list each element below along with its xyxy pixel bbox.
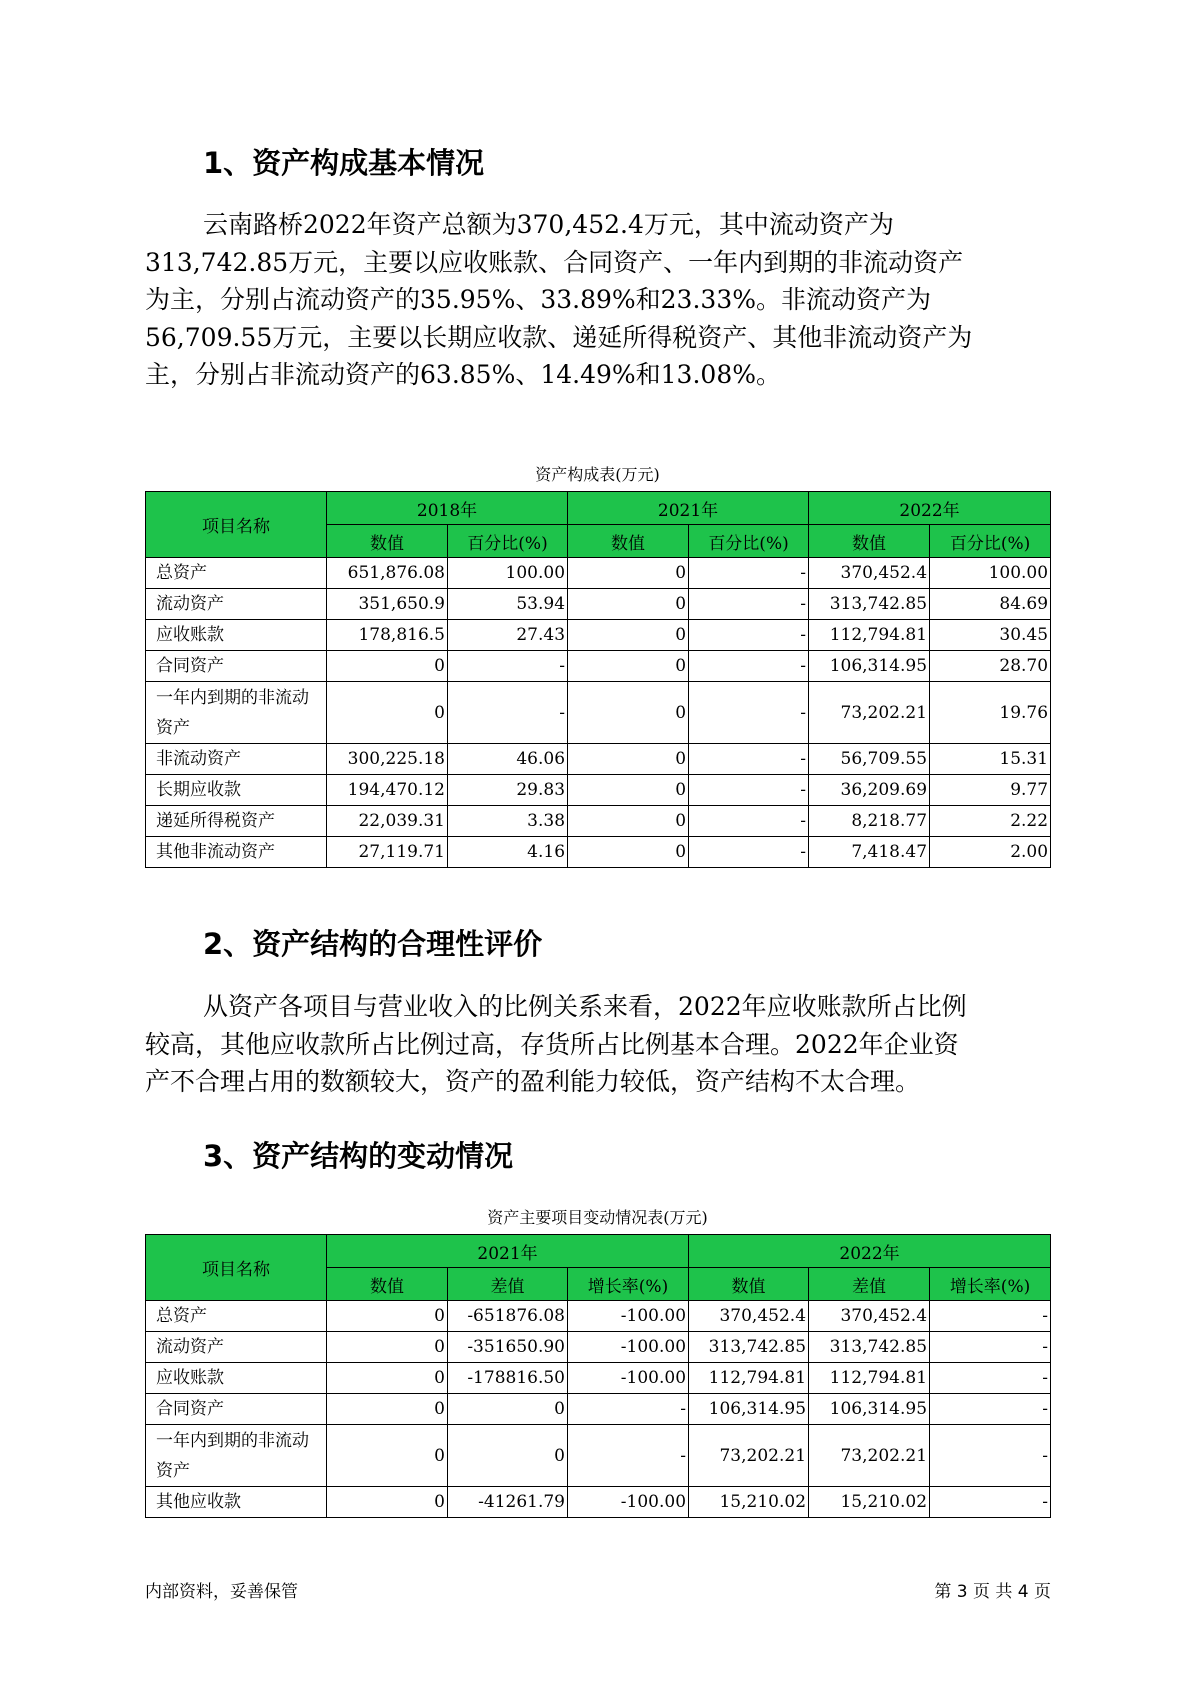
table-row (146, 651, 1051, 682)
table-cell: 112,794.81 (809, 620, 930, 651)
table-cell: 53.94 (448, 589, 568, 620)
table-cell: 19.76 (930, 682, 1051, 744)
header-percent: 百分比(%) (448, 525, 568, 558)
table-cell: 0 (568, 837, 689, 868)
header-difference: 差值 (809, 1268, 930, 1301)
table-cell: - (689, 682, 809, 744)
table-cell: - (568, 1425, 689, 1487)
table-cell: 100.00 (930, 558, 1051, 589)
table-cell: - (689, 837, 809, 868)
table-row (146, 620, 1051, 651)
table-cell: - (930, 1363, 1051, 1394)
section-heading-3: 3、资产结构的变动情况 (203, 1139, 514, 1173)
table-cell: - (689, 620, 809, 651)
header-growth-rate: 增长率(%) (568, 1268, 689, 1301)
paragraph-line: 56,709.55万元，主要以长期应收款、递延所得税资产、其他非流动资产为 (145, 322, 973, 352)
table-cell: 100.00 (448, 558, 568, 589)
table-cell: 36,209.69 (809, 775, 930, 806)
table-cell: - (689, 775, 809, 806)
table-cell: 9.77 (930, 775, 1051, 806)
row-label: 流动资产 (146, 1332, 327, 1363)
table-cell: 194,470.12 (327, 775, 448, 806)
row-label: 合同资产 (146, 1394, 327, 1425)
table-cell: 73,202.21 (689, 1425, 809, 1487)
paragraph-line: 313,742.85万元，主要以应收账款、合同资产、一年内到期的非流动资产 (145, 247, 964, 277)
table-cell: 15,210.02 (809, 1487, 930, 1518)
table-row (146, 837, 1051, 868)
row-label: 应收账款 (146, 1363, 327, 1394)
table-cell: 15.31 (930, 744, 1051, 775)
table-cell: -100.00 (568, 1332, 689, 1363)
table-cell: 106,314.95 (809, 651, 930, 682)
paragraph-line: 从资产各项目与营业收入的比例关系来看，2022年应收账款所占比例 (203, 992, 967, 1021)
table-cell: 0 (327, 1425, 448, 1487)
table-cell: 112,794.81 (809, 1363, 930, 1394)
table-cell: - (689, 806, 809, 837)
table-cell: -651876.08 (448, 1301, 568, 1332)
section-heading-1: 1、资产构成基本情况 (203, 146, 485, 180)
table-row (146, 1425, 1051, 1487)
table-cell: 106,314.95 (689, 1394, 809, 1425)
header-value: 数值 (689, 1268, 809, 1301)
table-cell: 178,816.5 (327, 620, 448, 651)
header-difference: 差值 (448, 1268, 568, 1301)
row-label: 其他应收款 (146, 1487, 327, 1518)
table-cell: 351,650.9 (327, 589, 448, 620)
table-cell: -100.00 (568, 1363, 689, 1394)
header-growth-rate: 增长率(%) (930, 1268, 1051, 1301)
row-label: 应收账款 (146, 620, 327, 651)
table-row (146, 1394, 1051, 1425)
table-cell: 0 (568, 775, 689, 806)
paragraph-line: 为主，分别占流动资产的35.95%、33.89%和23.33%。非流动资产为 (145, 285, 931, 314)
table-cell: 0 (327, 1301, 448, 1332)
table-cell: 0 (327, 1363, 448, 1394)
table-cell: 0 (327, 1394, 448, 1425)
table-cell: 370,452.4 (689, 1301, 809, 1332)
table-row (146, 1301, 1051, 1332)
table-cell: 84.69 (930, 589, 1051, 620)
row-label: 非流动资产 (146, 744, 327, 775)
table-cell: 2.00 (930, 837, 1051, 868)
table-row (146, 744, 1051, 775)
table-row (146, 775, 1051, 806)
table-cell: 8,218.77 (809, 806, 930, 837)
table-cell: 370,452.4 (809, 1301, 930, 1332)
table-cell: 0 (327, 651, 448, 682)
table-cell: 7,418.47 (809, 837, 930, 868)
table-cell: 2.22 (930, 806, 1051, 837)
table-cell: 28.70 (930, 651, 1051, 682)
table-cell: 370,452.4 (809, 558, 930, 589)
table-cell: 112,794.81 (689, 1363, 809, 1394)
table-cell: - (689, 589, 809, 620)
table-cell: -41261.79 (448, 1487, 568, 1518)
table-cell: 0 (568, 558, 689, 589)
table-cell: -100.00 (568, 1487, 689, 1518)
row-label: 长期应收款 (146, 775, 327, 806)
table-cell: -351650.90 (448, 1332, 568, 1363)
footer-page-number: 第 3 页 共 4 页 (934, 1582, 1051, 1602)
table-cell: 0 (448, 1425, 568, 1487)
table-cell: 300,225.18 (327, 744, 448, 775)
table-cell: - (448, 682, 568, 744)
row-label: 一年内到期的非流动资产 (146, 682, 327, 744)
table-cell: 0 (448, 1394, 568, 1425)
row-label: 流动资产 (146, 589, 327, 620)
table-cell: 313,742.85 (689, 1332, 809, 1363)
table-row (146, 1332, 1051, 1363)
header-value: 数值 (327, 525, 448, 558)
header-year: 2022年 (689, 1235, 1051, 1268)
asset-change-table (145, 1234, 1051, 1518)
table-cell: 0 (568, 620, 689, 651)
table-cell: 73,202.21 (809, 682, 930, 744)
table-row (146, 806, 1051, 837)
row-label: 总资产 (146, 1301, 327, 1332)
table-cell: 4.16 (448, 837, 568, 868)
table-cell: - (930, 1394, 1051, 1425)
table-cell: - (689, 558, 809, 589)
table-cell: 313,742.85 (809, 589, 930, 620)
row-label: 合同资产 (146, 651, 327, 682)
table-cell: -100.00 (568, 1301, 689, 1332)
table-cell: - (448, 651, 568, 682)
table-cell: 27.43 (448, 620, 568, 651)
table-cell: 3.38 (448, 806, 568, 837)
paragraph-structure-evaluation (145, 988, 1045, 1101)
header-item-name: 项目名称 (146, 492, 327, 558)
header-value: 数值 (809, 525, 930, 558)
table-row (146, 1363, 1051, 1394)
table-cell: 0 (568, 589, 689, 620)
table-cell: - (689, 744, 809, 775)
row-label: 总资产 (146, 558, 327, 589)
table-cell: 30.45 (930, 620, 1051, 651)
table-cell: 15,210.02 (689, 1487, 809, 1518)
table-cell: 56,709.55 (809, 744, 930, 775)
table-cell: 0 (568, 806, 689, 837)
paragraph-asset-composition (145, 206, 1045, 394)
row-label: 递延所得税资产 (146, 806, 327, 837)
header-item-name: 项目名称 (146, 1235, 327, 1301)
table-row (146, 1487, 1051, 1518)
table-cell: 0 (327, 1332, 448, 1363)
table-cell: 651,876.08 (327, 558, 448, 589)
paragraph-line: 主，分别占非流动资产的63.85%、14.49%和13.08%。 (145, 360, 781, 389)
section-heading-2: 2、资产结构的合理性评价 (203, 927, 543, 961)
table-row (146, 558, 1051, 589)
table-row (146, 589, 1051, 620)
table-row (146, 682, 1051, 744)
table-cell: 27,119.71 (327, 837, 448, 868)
table-cell: - (568, 1394, 689, 1425)
header-value: 数值 (327, 1268, 448, 1301)
table-cell: - (930, 1425, 1051, 1487)
table-cell: 0 (327, 682, 448, 744)
header-value: 数值 (568, 525, 689, 558)
header-percent: 百分比(%) (930, 525, 1051, 558)
table-cell: 22,039.31 (327, 806, 448, 837)
table-cell: 46.06 (448, 744, 568, 775)
table-cell: - (689, 651, 809, 682)
table-cell: 0 (568, 682, 689, 744)
table-cell: 0 (568, 744, 689, 775)
header-year: 2022年 (809, 492, 1051, 525)
table-cell: 29.83 (448, 775, 568, 806)
paragraph-line: 云南路桥2022年资产总额为370,452.4万元，其中流动资产为 (203, 210, 894, 239)
table-cell: 106,314.95 (809, 1394, 930, 1425)
footer-confidential: 内部资料，妥善保管 (145, 1582, 298, 1602)
table1-caption: 资产构成表(万元) (535, 465, 660, 484)
table-cell: - (930, 1332, 1051, 1363)
paragraph-line: 产不合理占用的数额较大，资产的盈利能力较低，资产结构不太合理。 (145, 1067, 921, 1096)
table-cell: 313,742.85 (809, 1332, 930, 1363)
row-label: 其他非流动资产 (146, 837, 327, 868)
table2-caption: 资产主要项目变动情况表(万元) (487, 1208, 708, 1227)
table-cell: 0 (327, 1487, 448, 1518)
table-cell: - (930, 1301, 1051, 1332)
table-cell: - (930, 1487, 1051, 1518)
header-year: 2021年 (568, 492, 809, 525)
table-cell: -178816.50 (448, 1363, 568, 1394)
header-percent: 百分比(%) (689, 525, 809, 558)
table-cell: 0 (568, 651, 689, 682)
table-cell: 73,202.21 (809, 1425, 930, 1487)
asset-composition-table (145, 491, 1051, 868)
header-year: 2021年 (327, 1235, 689, 1268)
header-year: 2018年 (327, 492, 568, 525)
row-label: 一年内到期的非流动资产 (146, 1425, 327, 1487)
paragraph-line: 较高，其他应收款所占比例过高，存货所占比例基本合理。2022年企业资 (145, 1029, 959, 1059)
